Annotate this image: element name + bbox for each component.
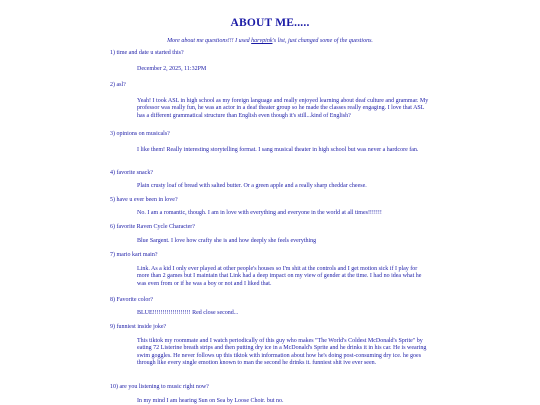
answer: Yeah! I took ASL in high school as my foreign language and really enjoyed learning about deaf culture and grammar. My professor was really fun, he was an actor in a deaf theater group so he made the classes really engaging. I love that ASL has a different grammatical structure than English even though it's still...kind of English? — [137, 98, 429, 119]
question: 3) opinions on musicals? — [110, 131, 170, 137]
question: 2) asl? — [110, 82, 126, 88]
qa-item-8 — [110, 297, 440, 316]
qa-item-7 — [110, 252, 440, 287]
question: 10) are you listening to music right now? — [110, 384, 209, 390]
intro-suffix: 's list, just changed some of the questions. — [272, 38, 373, 44]
page-title: ABOUT ME..... — [230, 17, 310, 29]
question: 4) favorite snack? — [110, 170, 153, 176]
question: 6) favorite Raven Cycle Character? — [110, 224, 195, 230]
intro-text — [0, 38, 540, 44]
qa-item-10 — [110, 384, 440, 404]
intro-prefix: More about me questions!!! I used — [167, 38, 252, 44]
qa-item-5 — [110, 197, 440, 216]
qa-item-6 — [110, 224, 440, 244]
answer: Plain crusty loaf of bread with salted butter. Or a green apple and a really sharp cheddar cheese. — [137, 183, 367, 189]
question: 8) Favorite color? — [110, 297, 153, 303]
question: 5) have u ever been in love? — [110, 197, 178, 203]
qa-item-1 — [110, 50, 440, 72]
qa-item-2 — [110, 82, 440, 119]
qa-item-9 — [110, 324, 440, 366]
qa-item-3 — [110, 131, 440, 153]
intro-link[interactable]: harvpink — [251, 38, 273, 44]
answer: No. I am a romantic, though. I am in love with everything and everyone in the world at all times!!!!!!! — [137, 210, 382, 216]
qa-item-4 — [110, 170, 440, 189]
answer: BLUE!!!!!!!!!!!!!!!!!!! Red close second... — [137, 310, 239, 316]
question: 1) time and date u started this? — [110, 50, 184, 56]
answer: Link. As a kid I only ever played at other people's houses so I'm shit at the controls and I get motion sick if I play for more than 2 games but I maintain that Link had a deep impact on my view of gender at the time. I had no idea what he was even from or if he was a boy or not and I liked that. — [137, 266, 422, 287]
answer: December 2, 2025, 11:32PM — [137, 66, 207, 72]
answer: I like them! Really interesting storytelling format. I sang musical theater in high school but was never a hardcore fan. — [137, 147, 419, 153]
answer: Blue Sargent. I love how crafty she is and how deeply she feels everything — [137, 238, 317, 244]
question: 7) mario kart main? — [110, 252, 158, 258]
question: 9) funniest inside joke? — [110, 324, 167, 330]
answer: This tiktok my roommate and I watch periodically of this guy who makes "The World's Coldest McDonald's Sprite" by eating 72 Listerine breath strips and then putting dry ice in a McDonald's Sprite and he drinks it in his car. He is wearing swim goggles. He never follows up this tiktok with information about how he's doing post-consuming dry ice. he goes through like every single emotion known to man the second he drinks it. funniest shit ive ever seen. — [137, 338, 427, 366]
answer: In my mind I am hearing Sun on Sea by Loose Choir. but no. — [137, 398, 284, 404]
